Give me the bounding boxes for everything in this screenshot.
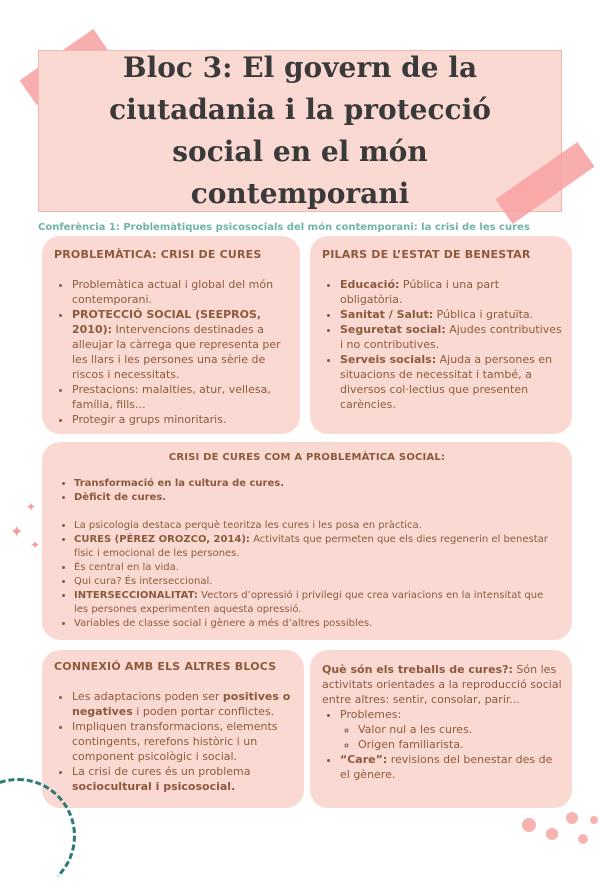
list-item: • INTERSECCIONALITAT: Vectors d’opressió i privilegi que crea variacions en la intensitat que les persones experimenten aquesta opressió. (74, 589, 558, 617)
decorative-dot (566, 812, 578, 824)
crisi-list-a (56, 477, 558, 505)
problematica-list (54, 277, 290, 427)
list-item: • Serveis socials: Ajuda a persones en situacions de necessitat i també, a diversos col·lectius que presenten carències. (340, 352, 564, 412)
list-item: ◦ Valor nul a les cures. (358, 722, 564, 737)
card-heading: CONNEXIÓ AMB ELS ALTRES BLOCS (54, 660, 277, 673)
list-item: • Les adaptacions poden ser positives o negatives i poden portar conflictes. (72, 689, 294, 719)
card-crisi-cures (42, 442, 572, 640)
sparkle-icon: ✦ (10, 522, 24, 541)
card-heading: PILARS DE L’ESTAT DE BENESTAR (322, 248, 531, 261)
page-title: Bloc 3: El govern de la ciutadania i la protecció social en el món contemporani (109, 51, 491, 210)
list-item: • Variables de classe social i gènere a més d’altres possibles. (74, 617, 558, 631)
list-item: • Seguretat social: Ajudes contributives i no contributives. (340, 322, 564, 352)
conference-subtitle: Conferència 1: Problemàtiques psicosocials del món contemporani: la crisi de les cures (38, 222, 530, 233)
card-heading: PROBLEMÀTICA: CRISI DE CURES (54, 248, 262, 261)
decorative-dot (546, 828, 558, 840)
problemes-sublist (340, 722, 564, 752)
card-problematica (42, 236, 300, 434)
list-item: • La psicologia destaca perquè teoritza les cures i les posa en pràctica. (74, 519, 558, 533)
list-item: • Qui cura? És interseccional. (74, 575, 558, 589)
crisi-list-b (56, 519, 558, 631)
list-item: • Problemàtica actual i global del món contemporani. (72, 277, 290, 307)
sparkle-icon: ✦ (30, 538, 41, 552)
list-item: • Problemes: ◦ Valor nul a les cures. ◦ Origen familiarista. (340, 707, 564, 752)
list-item: • “Care”: revisions del benestar des de el gènere. (340, 752, 564, 782)
decorative-dot (590, 816, 598, 824)
list-item: • Prestacions: malalties, atur, vellesa, família, fills... (72, 382, 290, 412)
treballs-intro: Què són els treballs de cures?: Són les activitats orientades a la reproducció social entre altres: sentir, consolar, parir... (322, 663, 562, 706)
card-treballs-cures (310, 650, 572, 808)
title-box (38, 50, 562, 212)
list-item: • La crisi de cures és un problema sociocultural i psicosocial. (72, 764, 294, 794)
connexio-list (54, 689, 294, 794)
treballs-list (322, 707, 564, 782)
decorative-dot (578, 834, 588, 844)
list-item: • Transformació en la cultura de cures. (74, 477, 558, 491)
card-heading: CRISI DE CURES COM A PROBLEMÀTICA SOCIAL: (168, 452, 446, 463)
list-item: • Impliquen transformacions, elements contingents, rerefons històric i un component psicològic i social. (72, 719, 294, 764)
list-item: ◦ Origen familiarista. (358, 737, 564, 752)
decorative-dot (522, 818, 536, 832)
list-item: • CURES (PÉREZ OROZCO, 2014): Activitats que permeten que els dies regenerin el benestar físic i emocional de les persones. (74, 533, 558, 561)
list-item: • Sanitat / Salut: Pública i gratuïta. (340, 307, 564, 322)
list-item: • Protegir a grups minoritaris. (72, 412, 290, 427)
card-pilars (310, 236, 572, 434)
list-item: • Dèficit de cures. (74, 491, 558, 505)
list-item: • Educació: Pública i una part obligatòria. (340, 277, 564, 307)
list-item: • És central en la vida. (74, 561, 558, 575)
list-item: • PROTECCIÓ SOCIAL (SEEPROS, 2010): Intervencions destinades a alleujar la càrrega que representa per les llars i les persones una sèrie de riscos i necessitats. (72, 307, 290, 382)
sparkle-icon: ✦ (26, 500, 37, 514)
card-connexio (42, 650, 304, 808)
pilars-list (322, 277, 564, 412)
